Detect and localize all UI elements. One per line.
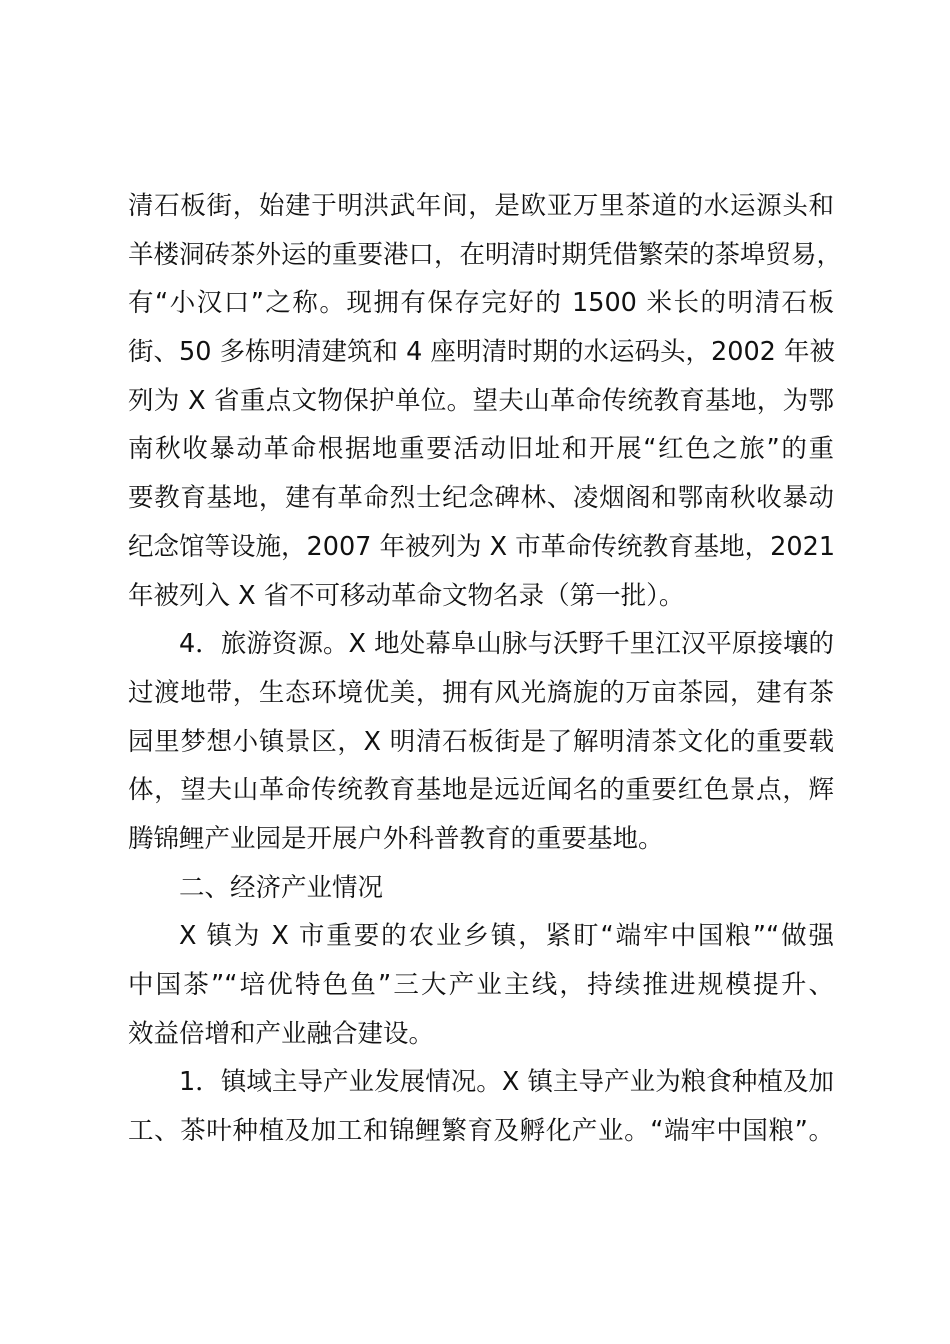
text-line: 清石板街，始建于明洪武年间，是欧亚万里茶道的水运源头和 xyxy=(128,191,834,221)
text-line: 南秋收暴动革命根据地重要活动旧址和开展“红色之旅”的重 xyxy=(128,434,834,465)
text-line: 要教育基地，建有革命烈士纪念碑林、凌烟阁和鄂南秋收暴动 xyxy=(128,483,834,514)
document-body xyxy=(128,182,843,1156)
text-line: 腾锦鲤产业园是开展户外科普教育的重要基地。 xyxy=(128,823,664,854)
text-line: 4．旅游资源。X 地处幕阜山脉与沃野千里江汉平原接壤的 xyxy=(179,629,834,660)
text-line: 体，望夫山革命传统教育基地是远近闻名的重要红色景点，辉 xyxy=(128,775,834,806)
text-line: X 镇为 X 市重要的农业乡镇，紧盯“端牢中国粮”“做强 xyxy=(179,921,834,952)
text-line: 纪念馆等设施，2007 年被列为 X 市革命传统教育基地，2021 xyxy=(128,531,836,562)
text-line: 街、50 多栋明清建筑和 4 座明清时期的水运码头，2002 年被 xyxy=(128,337,835,368)
text-line: 列为 X 省重点文物保护单位。望夫山革命传统教育基地，为鄂 xyxy=(128,385,834,416)
text-line: 1．镇域主导产业发展情况。X 镇主导产业为粮食种植及加 xyxy=(179,1067,834,1098)
text-line: 二、经济产业情况 xyxy=(179,872,384,903)
text-line: 效益倍增和产业融合建设。 xyxy=(128,1018,435,1049)
text-line: 过渡地带，生态环境优美，拥有风光旖旎的万亩茶园，建有茶 xyxy=(128,677,834,708)
text-line: 年被列入 X 省不可移动革命文物名录（第一批）。 xyxy=(128,580,685,611)
text-line: 中国茶”“培优特色鱼”三大产业主线，持续推进规模提升、 xyxy=(128,970,834,1000)
text-line: 羊楼洞砖茶外运的重要港口，在明清时期凭借繁荣的茶埠贸易， xyxy=(128,239,843,270)
text-line: 有“小汉口”之称。现拥有保存完好的 1500 米长的明清石板 xyxy=(128,288,834,319)
text-line: 工、茶叶种植及加工和锦鲤繁育及孵化产业。“端牢中国粮”。 xyxy=(128,1116,834,1147)
text-line: 园里梦想小镇景区，X 明清石板街是了解明清茶文化的重要载 xyxy=(128,726,834,757)
